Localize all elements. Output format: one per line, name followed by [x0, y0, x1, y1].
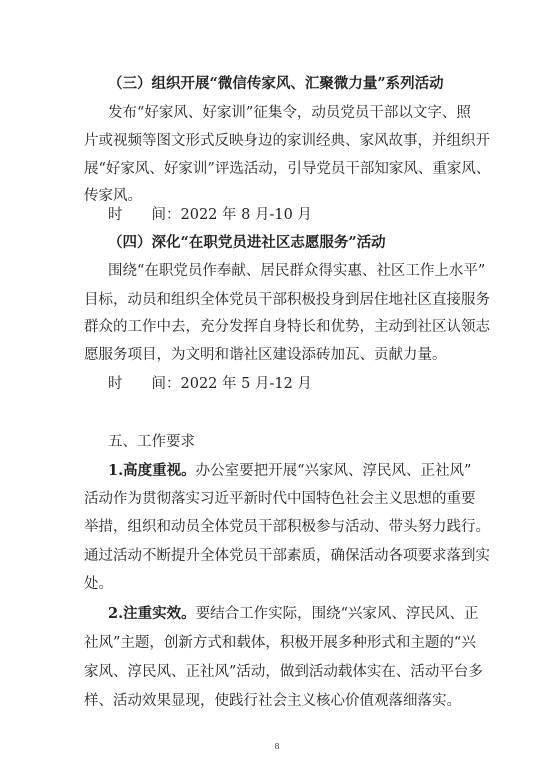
requirement-2-lead: 2.注重实效。: [108, 605, 196, 622]
requirement-1-line-2: 活动作为贯彻落实习近平新时代中国特色社会主义思想的重要: [84, 491, 476, 507]
section-3-line-4: 传家风。: [84, 188, 142, 204]
section-4-line-3: 群众的工作中去，充分发挥自身特长和优势，主动到社区认领志: [84, 319, 490, 335]
section-3-line-1: 发布“好家风、好家训”征集令，动员党员干部以文字、照: [108, 105, 471, 121]
section-3-heading: （三）组织开展“微信传家风、汇聚微力量”系列活动: [108, 75, 444, 92]
time-value: 2022 年 5 月-12 月: [180, 376, 312, 392]
page-number: 8: [274, 742, 280, 751]
section-3-time: [108, 205, 498, 225]
section-4-line-2: 目标，动员和组织全体党员干部积极投身到居住地社区直接服务: [84, 292, 490, 308]
time-label: 时 间：: [108, 207, 181, 223]
requirement-1-line-1: [108, 461, 498, 481]
requirement-2-line-4: 样、活动效果显现，使践行社会主义核心价值观落细落实。: [84, 693, 461, 709]
time-label: 时 间：: [108, 376, 181, 392]
requirement-2-text: 要结合工作实际，围绕“兴家风、淳民风、正: [195, 606, 479, 622]
section-4-heading: （四）深化“在职党员进社区志愿服务”活动: [108, 234, 386, 251]
section-4-time: [108, 374, 498, 394]
section-5-heading: 五、工作要求: [108, 434, 195, 450]
time-value: 2022 年 8 月-10 月: [180, 207, 312, 223]
requirement-1-line-5: 处。: [84, 576, 113, 592]
requirement-1-text: 办公室要把开展“兴家风、淳民风、正社风”: [195, 463, 472, 479]
requirement-2-line-1: [108, 604, 498, 624]
section-4-line-1: 围绕“在职党员作奉献、居民群众得实惠、社区工作上水平”: [108, 263, 486, 279]
requirement-1-line-3: 举措，组织和动员全体党员干部积极参与活动、带头努力践行。: [84, 519, 490, 535]
section-3-line-3: 展“好家风、好家训”评选活动，引导党员干部知家风、重家风、: [84, 161, 491, 177]
requirement-2-line-2: 社风”主题，创新方式和载体，积极开展多种形式和主题的“兴: [84, 635, 476, 651]
requirement-1-line-4: 通过活动不断提升全体党员干部素质，确保活动各项要求落到实: [84, 548, 490, 564]
requirement-1-lead: 1.高度重视。: [108, 462, 196, 479]
requirement-2-line-3: 家风、淳民风、正社风”活动，做到活动载体实在、活动平台多: [84, 664, 483, 680]
section-4-line-4: 愿服务项目，为文明和谐社区建设添砖加瓦、贡献力量。: [84, 347, 447, 363]
section-3-line-2: 片或视频等图文形式反映身边的家训经典、家风故事，并组织开: [84, 133, 490, 149]
